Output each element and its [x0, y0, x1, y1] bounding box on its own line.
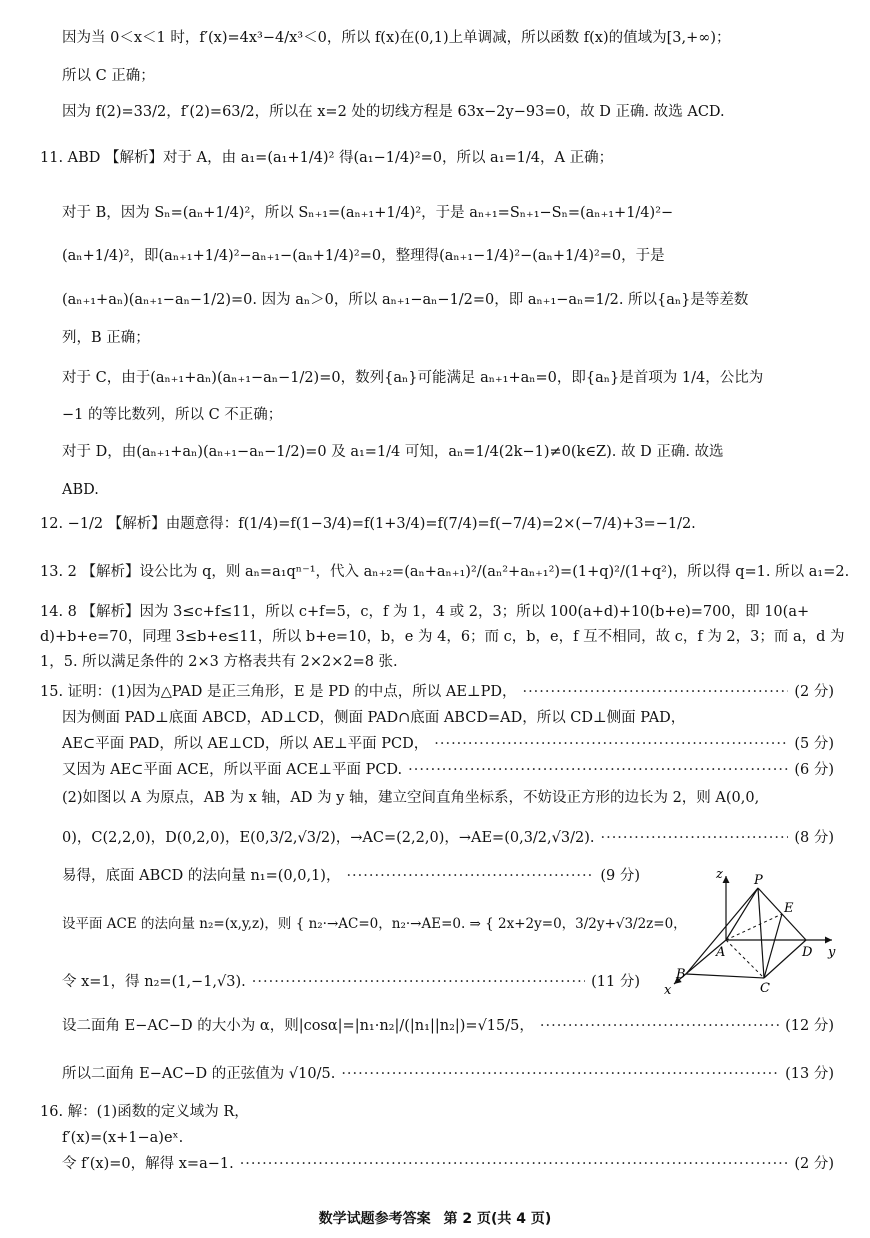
text-line: 对于 B，因为 Sₙ=(aₙ+1/4)²，所以 Sₙ₊₁=(aₙ₊₁+1/4)²，于是 aₙ₊₁=Sₙ₊₁−Sₙ=(aₙ₊₁+1/4)²−	[62, 205, 674, 221]
label-C: C	[760, 981, 770, 996]
scored-line: AE⊂平面 PAD，所以 AE⊥CD，所以 AE⊥平面 PCD， ····· (5 分)	[62, 734, 834, 754]
label-B: B	[676, 967, 686, 982]
edge-PB	[686, 888, 758, 974]
text-line: 对于 D，由(aₙ₊₁+aₙ)(aₙ₊₁−aₙ−1/2)=0 及 a₁=1/4 可知，aₙ=1/4(2k−1)≠0(k∈Z). 故 D 正确. 故选	[62, 444, 724, 460]
scored-line: 令 f′(x)=0，解得 x=a−1. ····· (2 分)	[62, 1154, 834, 1174]
scored-line: (2)如图以 A 为原点，AB 为 x 轴，AD 为 y 轴，建立空间直角坐标系，不妨设正方形的边长为 2，则 A(0,0,	[62, 790, 760, 806]
label-D: D	[802, 945, 813, 960]
score-label: (11 分)	[591, 974, 640, 990]
text-line: 对于 C，由于(aₙ₊₁+aₙ)(aₙ₊₁−aₙ−1/2)=0，数列{aₙ}可能满足 aₙ₊₁+aₙ=0，即{aₙ}是首项为 1/4，公比为	[62, 370, 764, 386]
edge-AC	[726, 940, 764, 978]
pyramid-figure	[660, 866, 840, 996]
scored-line: 设二面角 E−AC−D 的大小为 α，则|cosα|=|n₁·n₂|/(|n₁||n₂|)=√15/5， ····· (12 分)	[62, 1016, 834, 1036]
label-z: z	[716, 867, 723, 882]
label-E: E	[784, 901, 794, 916]
scored-line: 15. 证明：(1)因为△PAD 是正三角形，E 是 PD 的中点，所以 AE⊥PD， ····· (2 分)	[40, 682, 834, 702]
score-label: (6 分)	[794, 762, 834, 778]
text-line: 13. 2 【解析】设公比为 q，则 aₙ=a₁qⁿ⁻¹，代入 aₙ₊₂=(aₙ+aₙ₊₁)²/(aₙ²+aₙ₊₁²)=(1+q)²/(1+q²)，所以得 q=1. 所以 a₁=2.	[40, 564, 850, 580]
scored-line: 因为侧面 PAD⊥底面 ABCD，AD⊥CD，侧面 PAD∩底面 ABCD=AD，所以 CD⊥侧面 PAD，	[62, 710, 686, 726]
text-line: 因为 f(2)=33/2，f′(2)=63/2，所以在 x=2 处的切线方程是 63x−2y−93=0，故 D 正确. 故选 ACD.	[62, 104, 725, 120]
scored-line: 易得，底面 ABCD 的法向量 n₁=(0,0,1)， ····· (9 分)	[62, 866, 640, 886]
scored-line: 又因为 AE⊂平面 ACE，所以平面 ACE⊥平面 PCD. ····· (6 分)	[62, 760, 834, 780]
score-label: (5 分)	[794, 736, 834, 752]
scored-line: 16. 解：(1)函数的定义域为 R，	[40, 1104, 249, 1120]
text-line: 因为当 0＜x＜1 时，f′(x)=4x³−4/x³＜0，所以 f(x)在(0,1)上单调减，所以函数 f(x)的值域为[3,+∞)；	[62, 30, 731, 46]
footer-page-number: 第 2 页(共 4 页)	[443, 1211, 552, 1227]
text-line: (aₙ₊₁+aₙ)(aₙ₊₁−aₙ−1/2)=0. 因为 aₙ＞0，所以 aₙ₊₁−aₙ−1/2=0，即 aₙ₊₁−aₙ=1/2. 所以{aₙ}是等差数	[62, 292, 749, 308]
text-line: 14. 8 【解析】因为 3≤c+f≤11，所以 c+f=5，c，f 为 1，4 或 2，3；所以 100(a+d)+10(b+e)=700，即 10(a+	[40, 604, 810, 620]
label-P: P	[754, 873, 763, 888]
scored-line: 设平面 ACE 的法向量 n₂=(x,y,z)，则 { n₂·→AC=0，n₂·→AE=0. ⇒ { 2x+2y=0，3/2y+√3/2z=0，	[62, 916, 687, 932]
text-line: ABD.	[62, 482, 99, 498]
score-label: (2 分)	[794, 684, 834, 700]
text-line: 12. −1/2 【解析】由题意得：f(1/4)=f(1−3/4)=f(1+3/4)=f(7/4)=f(−7/4)=2×(−7/4)+3=−1/2.	[40, 516, 696, 532]
footer-title: 数学试题参考答案	[318, 1211, 431, 1227]
text-line: 所以 C 正确；	[62, 68, 155, 84]
text-line: 列，B 正确；	[62, 330, 150, 346]
text-line: 11. ABD 【解析】对于 A，由 a₁=(a₁+1/4)² 得(a₁−1/4)²=0，所以 a₁=1/4，A 正确；	[40, 150, 614, 166]
score-label: (9 分)	[600, 868, 640, 884]
page-footer	[0, 1208, 870, 1228]
score-label: (2 分)	[794, 1156, 834, 1172]
label-A: A	[716, 945, 726, 960]
score-label: (8 分)	[794, 830, 834, 846]
text-line: (aₙ+1/4)²，即(aₙ₊₁+1/4)²−aₙ₊₁−(aₙ+1/4)²=0，整理得(aₙ₊₁−1/4)²−(aₙ+1/4)²=0，于是	[62, 248, 665, 264]
edge-PC	[758, 888, 764, 978]
scored-line: 令 x=1，得 n₂=(1,−1,√3). ····· (11 分)	[62, 972, 640, 992]
text-line: 1，5. 所以满足条件的 2×3 方格表共有 2×2×2=8 张.	[40, 654, 398, 670]
label-x: x	[664, 983, 672, 996]
score-label: (12 分)	[785, 1018, 834, 1034]
edge-CE	[764, 914, 782, 978]
edge-PA	[726, 888, 758, 940]
edge-BC	[686, 974, 764, 978]
scored-line: 0)，C(2,2,0)，D(0,2,0)，E(0,3/2,√3/2)，→AC=(2,2,0)，→AE=(0,3/2,√3/2). ····· (8 分)	[62, 828, 834, 848]
edge-CD	[764, 940, 806, 978]
text-line: −1 的等比数列，所以 C 不正确；	[62, 407, 283, 423]
scored-line: 所以二面角 E−AC−D 的正弦值为 √10/5. ····· (13 分)	[62, 1064, 834, 1084]
text-line: d)+b+e=70，同理 3≤b+e≤11，所以 b+e=10，b，e 为 4，6；而 c，b，e，f 互不相同，故 c，f 为 2，3；而 a，d 为	[40, 629, 845, 645]
score-label: (13 分)	[785, 1066, 834, 1082]
scored-line: f′(x)=(x+1−a)eˣ.	[62, 1130, 184, 1146]
label-y: y	[828, 945, 836, 960]
